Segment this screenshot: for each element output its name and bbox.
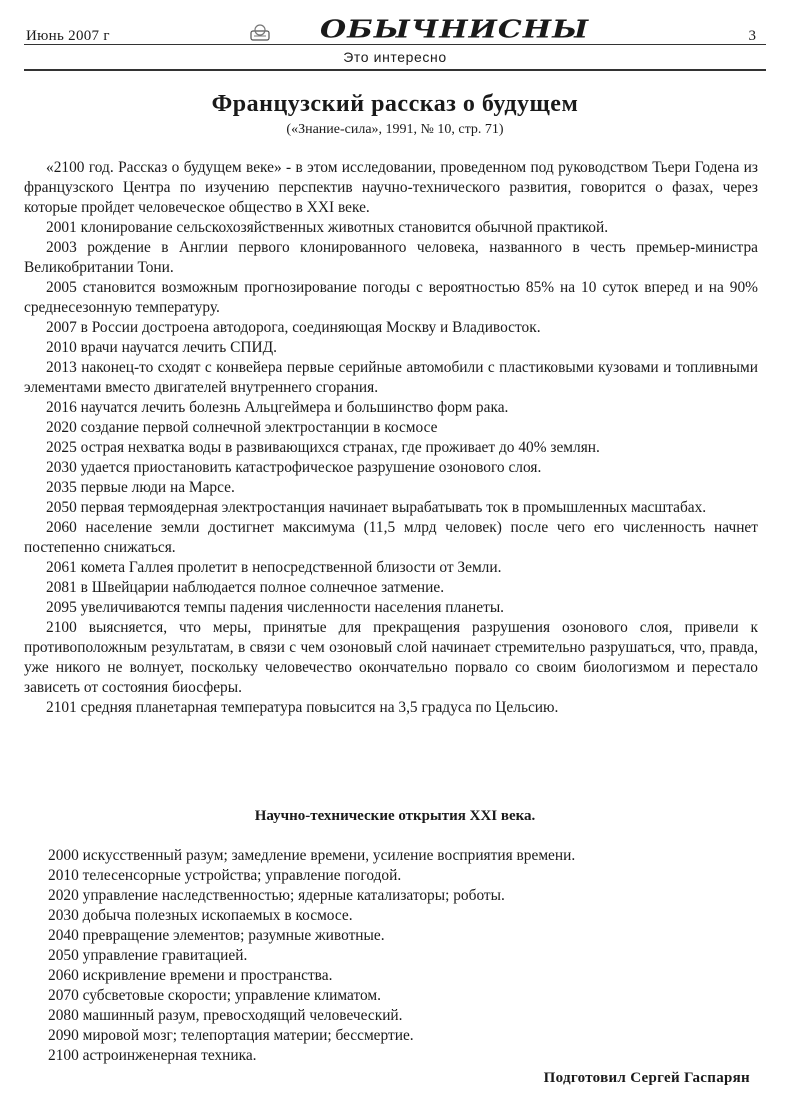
list-item: 2070 субсветовые скорости; управление климатом. <box>48 987 381 1004</box>
author-signature: Подготовил Сергей Гаспарян <box>543 1070 750 1086</box>
list-item: 2000 искусственный разум; замедление времени, усиление восприятия времени. <box>48 847 576 864</box>
header-divider <box>24 44 766 45</box>
intro-paragraph: «2100 год. Рассказ о будущем веке» - в этом исследовании, проведенном под руководством Тьери Годена из французского Центра по изучению перспектив научно-технического развития, говорится о фазах, через которые пройдет человеческое общество в XXI веке. <box>24 159 758 216</box>
timeline-entry: 2010 врачи научатся лечить СПИД. <box>46 339 277 356</box>
timeline-entry: 2081 в Швейцарии наблюдается полное солнечное затмение. <box>46 579 445 596</box>
list-item: 2010 телесенсорные устройства; управление погодой. <box>48 867 402 884</box>
timeline-entry: 2005 становится возможным прогнозирование погоды с вероятностью 85% на 10 суток вперед и на 90% среднесезонную температуру. <box>24 279 758 316</box>
section-title: Это интересно <box>343 49 447 65</box>
article-body <box>24 158 758 718</box>
publication-logo: ОБЫЧНИСНЫ <box>320 16 590 44</box>
issue-date: Июнь 2007 г <box>26 28 110 44</box>
list-item: 2040 превращение элементов; разумные животные. <box>48 927 385 944</box>
list-item: 2100 астроинженерная техника. <box>48 1047 257 1064</box>
timeline-entry: 2050 первая термоядерная электростанция начинает вырабатывать ток в промышленных масштабах. <box>46 499 707 516</box>
list-item: 2060 искривление времени и пространства. <box>48 967 333 984</box>
timeline-entry: 2030 удается приостановить катастрофическое разрушение озонового слоя. <box>46 459 542 476</box>
section-divider <box>24 69 766 71</box>
article-title: Французский рассказ о будущем <box>211 91 579 117</box>
timeline-entry: 2100 выясняется, что меры, принятые для прекращения разрушения озонового слоя, привели к противоположным результатам, в связи с чем озоновый слой начинает стремительно разрушаться, что, правда, уже никого не волнует, поскольку человечество окончательно порвало со своим биологизмом и перестало зависеть от состояния биосферы. <box>24 619 758 696</box>
publication-emblem-icon <box>250 22 270 42</box>
list-item: 2090 мировой мозг; телепортация материи; бессмертие. <box>48 1027 414 1044</box>
timeline-entry: 2101 средняя планетарная температура повысится на 3,5 градуса по Цельсию. <box>46 699 559 716</box>
list-item: 2020 управление наследственностью; ядерные катализаторы; роботы. <box>48 887 505 904</box>
list-item: 2050 управление гравитацией. <box>48 947 248 964</box>
list-item: 2030 добыча полезных ископаемых в космосе. <box>48 907 353 924</box>
discoveries-list <box>48 846 748 1066</box>
article-source: («Знание-сила», 1991, № 10, стр. 71) <box>286 122 504 137</box>
timeline-entry: 2035 первые люди на Марсе. <box>46 479 235 496</box>
timeline-entry: 2095 увеличиваются темпы падения численности населения планеты. <box>46 599 505 616</box>
timeline-entry: 2060 население земли достигнет максимума (11,5 млрд человек) после чего его численность начнет постепенно снижаться. <box>24 519 758 556</box>
timeline-entry: 2020 создание первой солнечной электростанции в космосе <box>46 419 438 436</box>
timeline-entry: 2025 острая нехватка воды в развивающихся странах, где проживает до 40% землян. <box>46 439 600 456</box>
timeline-entry: 2013 наконец-то сходят с конвейера первые серийные автомобили с пластиковыми кузовами и топливными элементами вместо двигателей внутреннего сгорания. <box>24 359 758 396</box>
timeline-entry: 2001 клонирование сельскохозяйственных животных становится обычной практикой. <box>46 219 609 236</box>
timeline-entry: 2016 научатся лечить болезнь Альцгеймера и большинство форм рака. <box>46 399 509 416</box>
list-item: 2080 машинный разум, превосходящий человеческий. <box>48 1007 403 1024</box>
timeline-entry: 2061 комета Галлея пролетит в непосредственной близости от Земли. <box>46 559 502 576</box>
timeline-entry: 2003 рождение в Англии первого клонированного человека, названного в честь премьер-министра Великобритании Тони. <box>24 239 758 276</box>
timeline-entry: 2007 в России достроена автодорога, соединяющая Москву и Владивосток. <box>46 319 541 336</box>
discoveries-heading: Научно-технические открытия XXI века. <box>254 808 536 824</box>
page-number: 3 <box>748 28 756 44</box>
